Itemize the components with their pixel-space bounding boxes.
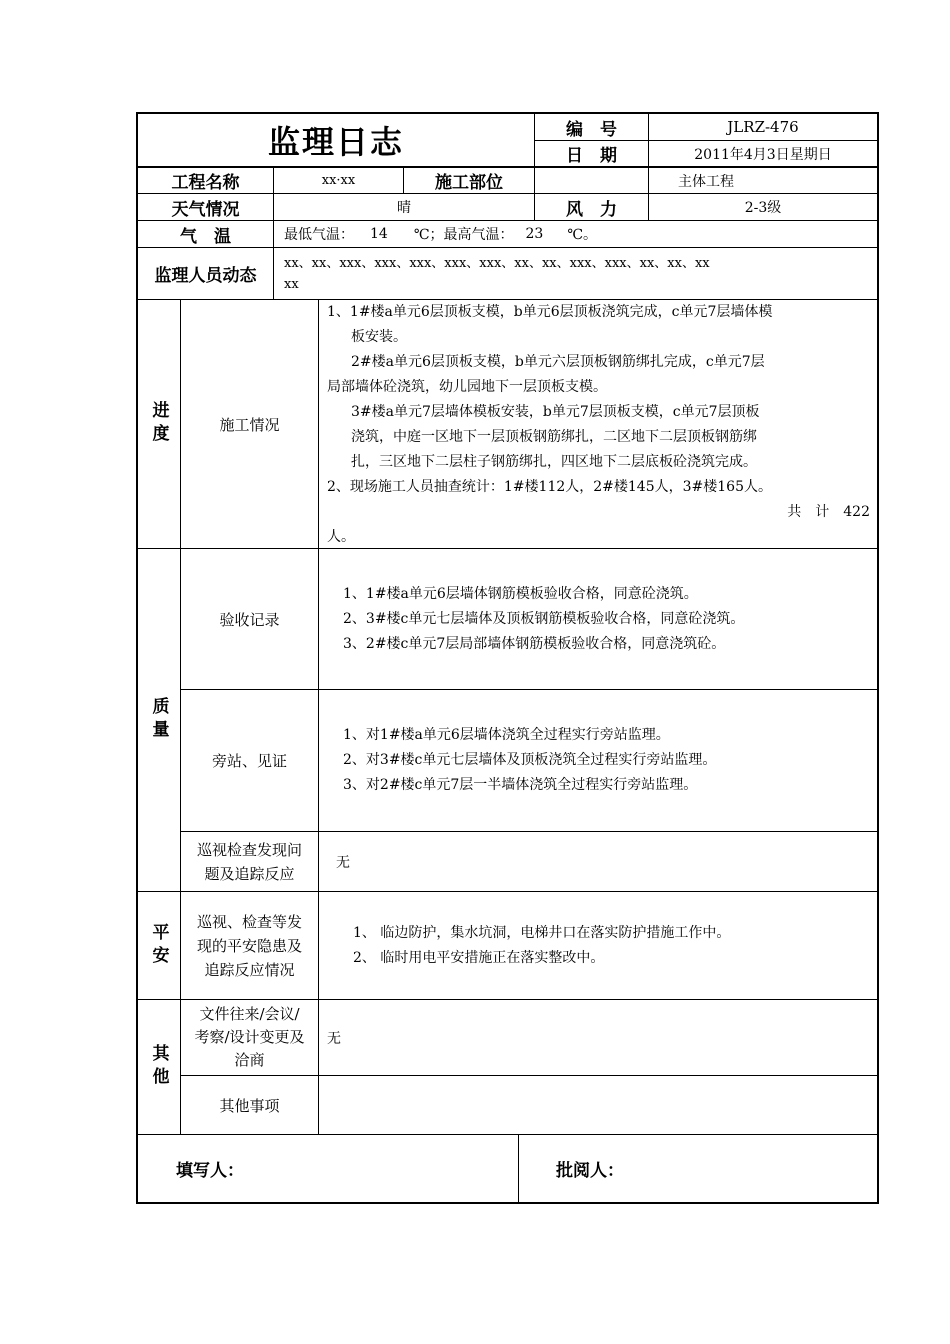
staff-label: 监理人员动态 xyxy=(154,266,257,286)
other-matters-label: 其他事项 xyxy=(219,1096,280,1115)
staff-value xyxy=(284,253,874,297)
number-value: JLRZ-476 xyxy=(727,118,799,136)
acceptance-record-label: 验收记录 xyxy=(219,610,280,629)
documents-value: 无 xyxy=(327,1030,341,1047)
progress-line: 人。 xyxy=(327,529,355,545)
safety-hazard-content xyxy=(353,892,873,999)
number-label: 编 号 xyxy=(566,119,617,140)
date-value: 2011年4月3日星期日 xyxy=(694,146,832,163)
temperature-row xyxy=(284,221,874,247)
acceptance-item: 2、3#楼c单元七层墙体及顶板钢筋模板验收合格，同意砼浇筑。 xyxy=(343,610,745,627)
temperature-low-unit: ℃；最高气温： xyxy=(413,227,514,243)
other-matters-value xyxy=(327,1076,867,1134)
progress-line: 浇筑，中庭一区地下一层顶板钢筋绑扎，二区地下二层顶板钢筋绑 xyxy=(351,429,757,445)
acceptance-item: 1、1#楼a单元6层墙体钢筋模板验收合格，同意砼浇筑。 xyxy=(343,585,698,602)
construction-part-label: 施工部位 xyxy=(435,173,503,193)
supervision-item: 1、对1#楼a单元6层墙体浇筑全过程实行旁站监理。 xyxy=(343,727,670,743)
quality-section-label: 质量 xyxy=(148,697,169,743)
filled-by-label: 填写人： xyxy=(176,1161,244,1181)
progress-line: 3#楼a单元7层墙体模板安装，b单元7层顶板支模，c单元7层顶板 xyxy=(351,404,760,420)
supervision-item: 2、对3#楼c单元七层墙体及顶板浇筑全过程实行旁站监理。 xyxy=(343,752,717,768)
supervision-content xyxy=(343,690,873,831)
weather-value: 晴 xyxy=(397,200,411,216)
inspection-label-line: 巡视检查发现问 xyxy=(196,840,302,859)
weather-label: 天气情况 xyxy=(171,199,240,220)
supervision-item: 3、对2#楼c单元7层一半墙体浇筑全过程实行旁站监理。 xyxy=(343,777,698,793)
other-section-label: 其他 xyxy=(148,1044,169,1090)
temperature-low-label: 最低气温： xyxy=(284,227,354,243)
progress-line: 2、现场施工人员抽查统计：1#楼112人，2#楼145人，3#楼165人。 xyxy=(327,479,772,495)
temperature-high-unit: ℃。 xyxy=(567,227,597,243)
inspection-value: 无 xyxy=(336,854,350,871)
progress-line: 共 计 422 xyxy=(787,504,870,520)
wind-value: 2-3级 xyxy=(744,200,782,216)
acceptance-item: 3、2#楼c单元7层局部墙体钢筋模板验收合格，同意浇筑砼。 xyxy=(343,635,726,652)
temperature-label: 气 温 xyxy=(180,226,231,247)
staff-line-1: xx、xx、xxx、xxx、xxx、xxx、xxx、xx、xx、xxx、xxx、xx、xx、xx xyxy=(284,256,710,271)
safety-label-line: 巡视、检查等发 xyxy=(196,912,302,931)
documents-label-line: 文件往来/会议/ xyxy=(199,1005,300,1023)
date-label: 日 期 xyxy=(566,146,617,166)
construction-status-content xyxy=(327,300,872,548)
documents-label xyxy=(181,1000,318,1075)
progress-line: 板安装。 xyxy=(351,329,407,345)
temperature-high-value: 23 xyxy=(525,226,544,242)
documents-label-line: 洽商 xyxy=(234,1051,265,1069)
progress-section-label: 进度 xyxy=(148,401,169,447)
safety-label-line: 现的平安隐患及 xyxy=(196,936,302,955)
supervision-label: 旁站、见证 xyxy=(211,752,287,770)
inspection-label-line: 题及追踪反应 xyxy=(204,864,295,883)
construction-part-value: 主体工程 xyxy=(678,173,734,190)
temperature-low-value: 14 xyxy=(370,226,388,242)
page-title: 监理日志 xyxy=(267,123,404,161)
progress-line: 扎，三区地下二层柱子钢筋绑扎，四区地下二层底板砼浇筑完成。 xyxy=(351,454,757,470)
progress-line: 2#楼a单元6层顶板支模，b单元六层顶板钢筋绑扎完成，c单元7层 xyxy=(351,354,765,370)
project-name-value: xx·xx xyxy=(321,173,356,188)
staff-line-2: xx xyxy=(284,277,299,292)
safety-label-line: 追踪反应情况 xyxy=(204,960,295,979)
progress-line: 1、1#楼a单元6层顶板支模，b单元6层顶板浇筑完成，c单元7层墙体模 xyxy=(327,304,773,320)
construction-status-label: 施工情况 xyxy=(219,415,280,434)
inspection-label xyxy=(181,832,318,891)
wind-label: 风 力 xyxy=(566,199,617,220)
acceptance-record-content xyxy=(343,549,873,689)
project-name-label: 工程名称 xyxy=(171,173,240,193)
safety-hazard-label xyxy=(181,892,318,999)
safety-item: 1、 临边防护，集水坑洞，电梯井口在落实防护措施工作中。 xyxy=(353,924,731,941)
safety-section-label: 平安 xyxy=(148,922,169,969)
documents-label-line: 考察/设计变更及 xyxy=(194,1028,305,1046)
progress-line: 局部墙体砼浇筑，幼儿园地下一层顶板支模。 xyxy=(327,379,607,395)
safety-item: 2、 临时用电平安措施正在落实整改中。 xyxy=(353,949,605,966)
reviewed-by-label: 批阅人： xyxy=(556,1161,624,1181)
